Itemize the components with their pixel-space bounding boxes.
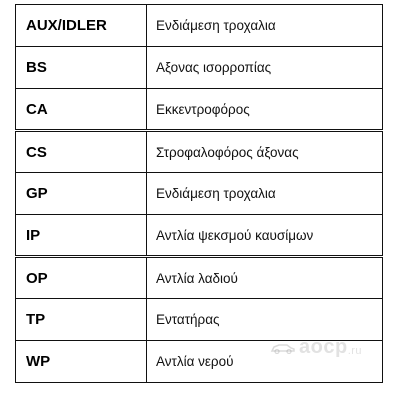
row-code: IP: [16, 215, 147, 257]
table-row: [16, 131, 383, 173]
row-description: Αντλία νερού: [147, 341, 383, 383]
row-code: TP: [16, 299, 147, 341]
table-row: [16, 299, 383, 341]
row-code: BS: [16, 47, 147, 89]
row-description: Εκκεντροφόρος: [147, 89, 383, 131]
watermark-suffix: .ru: [347, 344, 363, 357]
table-row: [16, 173, 383, 215]
row-code: WP: [16, 341, 147, 383]
table-row: [16, 47, 383, 89]
row-code: CS: [16, 131, 147, 173]
row-description: Αντλία λαδιού: [147, 257, 383, 299]
abbreviation-table: [15, 4, 383, 383]
table-row: [16, 341, 383, 383]
row-description: Ενδιάμεση τροχαλια: [147, 173, 383, 215]
row-description: Στροφαλοφόρος άξονας: [147, 131, 383, 173]
table-row: [16, 5, 383, 47]
row-code: AUX/IDLER: [16, 5, 147, 47]
row-description: Εντατήρας: [147, 299, 383, 341]
row-code: OP: [16, 257, 147, 299]
row-code: GP: [16, 173, 147, 215]
table-row: [16, 257, 383, 299]
table-row: [16, 215, 383, 257]
watermark-brand: aocp: [299, 336, 348, 358]
row-description: Αξονας ισορροπίας: [147, 47, 383, 89]
table-row: [16, 89, 383, 131]
row-code: CA: [16, 89, 147, 131]
row-description: Ενδιάμεση τροχαλια: [147, 5, 383, 47]
row-description: Αντλία ψεκσμού καυσίμων: [147, 215, 383, 257]
